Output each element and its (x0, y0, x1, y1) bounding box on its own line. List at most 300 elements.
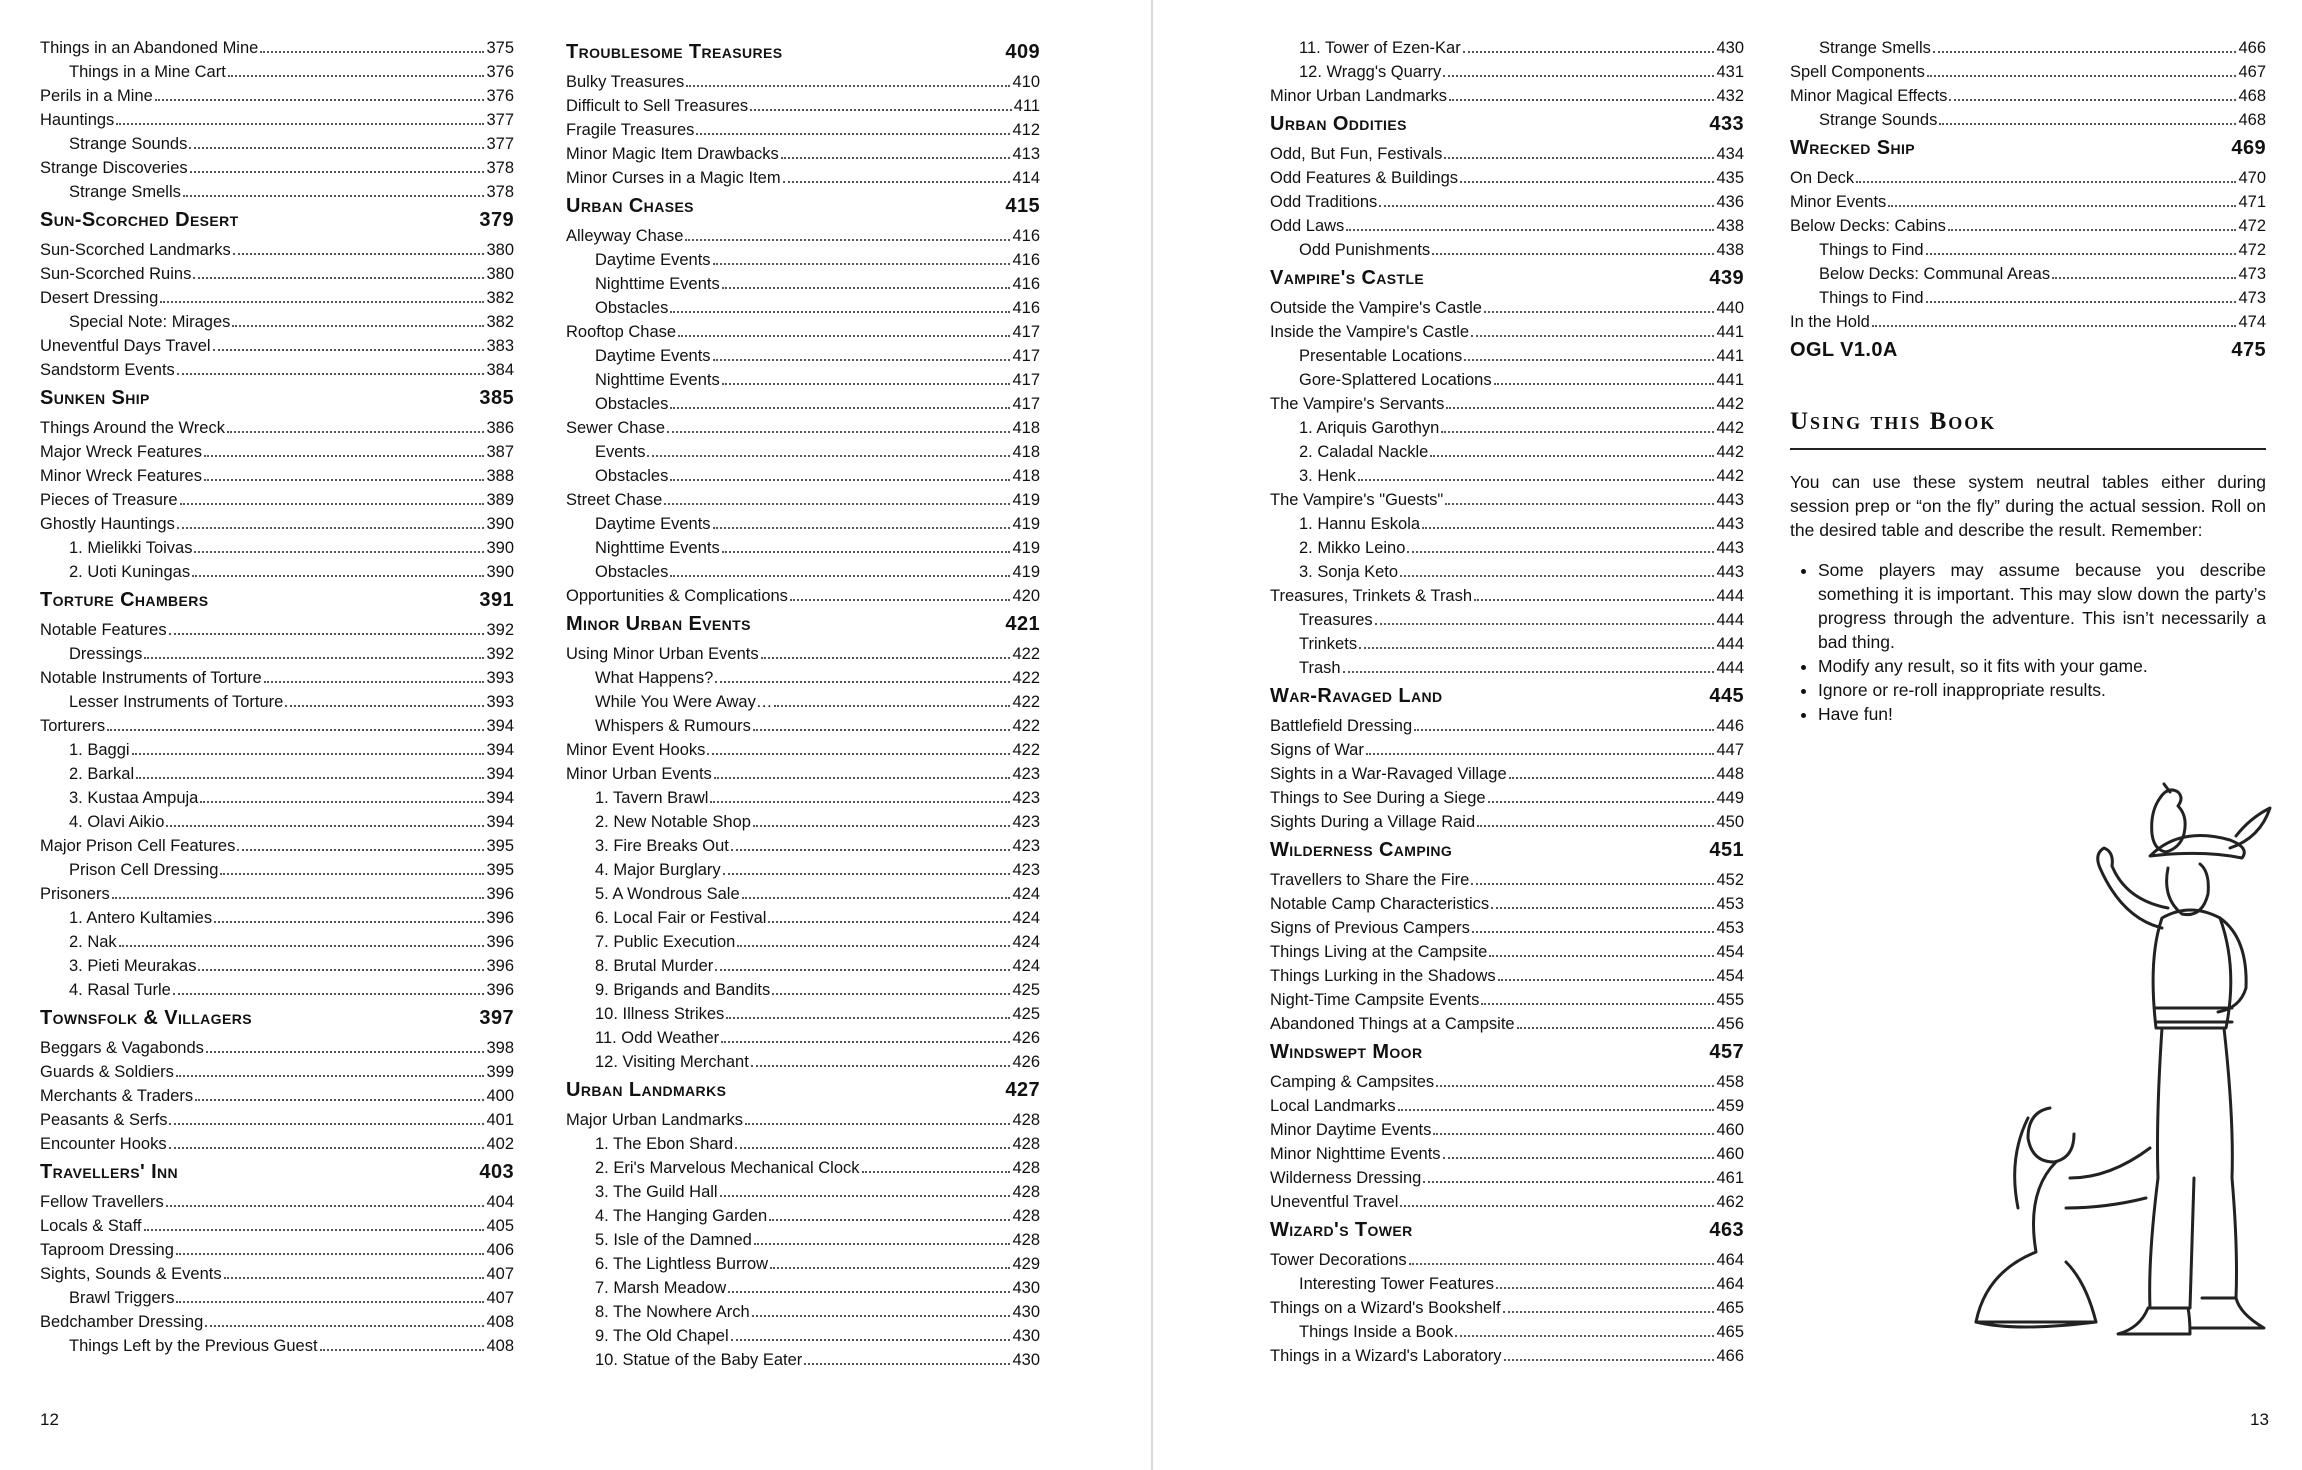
toc-subentry (1790, 238, 2266, 262)
dot-leader (227, 431, 485, 433)
entry-title: 11. Odd Weather (595, 1029, 720, 1047)
entry-page: 392 (486, 645, 514, 663)
dot-leader (177, 527, 485, 529)
entry-title: Things to Find (1819, 289, 1924, 307)
entry-title: 4. Major Burglary (595, 861, 721, 879)
dot-leader (264, 681, 485, 683)
toc-subentry (1270, 238, 1744, 262)
entry-page: 400 (486, 1087, 514, 1105)
dot-leader (1407, 551, 1714, 553)
dot-leader (119, 945, 485, 947)
entry-title: Beggars & Vagabonds (40, 1039, 204, 1057)
section-title: Wizard's Tower (1270, 1219, 1413, 1241)
entry-title: Uneventful Days Travel (40, 337, 211, 355)
entry-title: Brawl Triggers (69, 1289, 175, 1307)
dot-leader (722, 383, 1011, 385)
entry-page: 426 (1012, 1053, 1040, 1071)
toc-subentry (566, 954, 1040, 978)
toc-column-3 (1270, 36, 1744, 1368)
dot-leader (1948, 229, 2237, 231)
entry-page: 443 (1716, 563, 1744, 581)
entry-page: 419 (1012, 563, 1040, 581)
toc-subentry (566, 1180, 1040, 1204)
entry-page: 443 (1716, 539, 1744, 557)
dot-leader (1926, 253, 2237, 255)
toc-subentry (1790, 108, 2266, 132)
dot-leader (728, 1291, 1010, 1293)
entry-title: Minor Magical Effects (1790, 87, 1948, 105)
dot-leader (707, 753, 1010, 755)
toc-entry (566, 224, 1040, 248)
toc-subentry (566, 834, 1040, 858)
toc-subentry (566, 392, 1040, 416)
entry-page: 377 (486, 135, 514, 153)
toc-section-heading (1270, 837, 1744, 863)
entry-title: Things Left by the Previous Guest (69, 1337, 318, 1355)
entry-title: 2. Barkal (69, 765, 135, 783)
tip-item: • Ignore or re-roll inappropriate results. (1818, 678, 2266, 702)
toc-section-heading (566, 193, 1040, 219)
dot-leader (783, 181, 1011, 183)
toc-entry (40, 488, 514, 512)
entry-title: Odd Punishments (1299, 241, 1431, 259)
dot-leader (214, 921, 484, 923)
entry-title: Things in a Mine Cart (69, 63, 226, 81)
entry-title: Inside the Vampire's Castle (1270, 323, 1470, 341)
entry-page: 422 (1012, 693, 1040, 711)
entry-title: Outside the Vampire's Castle (1270, 299, 1482, 317)
section-page: 421 (1005, 613, 1040, 635)
entry-title: Street Chase (566, 491, 663, 509)
entry-page: 423 (1012, 861, 1040, 879)
entry-title: Fellow Travellers (40, 1193, 164, 1211)
entry-title: Strange Smells (1819, 39, 1931, 57)
dot-leader (723, 873, 1011, 875)
entry-title: Peasants & Serfs (40, 1111, 168, 1129)
toc-subentry (566, 560, 1040, 584)
toc-subentry (1270, 416, 1744, 440)
entry-page: 473 (2238, 289, 2266, 307)
entry-page: 419 (1012, 539, 1040, 557)
dot-leader (753, 825, 1011, 827)
toc-subentry (1270, 536, 1744, 560)
entry-page: 429 (1012, 1255, 1040, 1273)
tip-item: • Have fun! (1818, 702, 2266, 726)
section-body: You can use these system neutral tables either during session prep or “on the fly” during the actual session. Roll on the desired table and describe the result. Remember: (1790, 472, 2266, 540)
entry-title: Spell Components (1790, 63, 1925, 81)
toc-entry (40, 358, 514, 382)
dot-leader (1366, 753, 1715, 755)
entry-page: 424 (1012, 909, 1040, 927)
dot-leader (1481, 1003, 1714, 1005)
entry-title: Minor Magic Item Drawbacks (566, 145, 779, 163)
toc-section-heading (40, 385, 514, 411)
toc-subentry (1790, 36, 2266, 60)
entry-title: 8. Brutal Murder (595, 957, 714, 975)
toc-section-heading (40, 1159, 514, 1185)
entry-page: 380 (486, 265, 514, 283)
toc-subentry (566, 1228, 1040, 1252)
toc-subentry (566, 296, 1040, 320)
entry-title: Sights During a Village Raid (1270, 813, 1476, 831)
toc-entry (40, 666, 514, 690)
dot-leader (1464, 359, 1714, 361)
entry-page: 440 (1716, 299, 1744, 317)
entry-title: Locals & Staff (40, 1217, 142, 1235)
toc-entry (566, 738, 1040, 762)
dot-leader (752, 1315, 1011, 1317)
dot-leader (116, 123, 484, 125)
entry-page: 442 (1716, 443, 1744, 461)
toc-column-4 (1790, 36, 2266, 368)
toc-entry (40, 1214, 514, 1238)
dot-leader (198, 969, 484, 971)
dot-leader (686, 85, 1010, 87)
entry-page: 396 (486, 957, 514, 975)
entry-page: 416 (1012, 227, 1040, 245)
entry-title: 1. Hannu Eskola (1299, 515, 1421, 533)
dot-leader (320, 1349, 485, 1351)
entry-page: 465 (1716, 1323, 1744, 1341)
toc-subentry (1270, 344, 1744, 368)
toc-entry (40, 1310, 514, 1334)
entry-title: 2. Uoti Kuningas (69, 563, 191, 581)
dot-leader (710, 801, 1010, 803)
dot-leader (200, 801, 484, 803)
toc-subentry (40, 906, 514, 930)
dot-leader (685, 239, 1010, 241)
entry-title: Strange Sounds (69, 135, 188, 153)
section-title: Troublesome Treasures (566, 41, 783, 63)
section-page: 397 (479, 1007, 514, 1029)
entry-page: 450 (1716, 813, 1744, 831)
section-page: 385 (479, 387, 514, 409)
entry-title: Things in an Abandoned Mine (40, 39, 259, 57)
toc-entry (566, 118, 1040, 142)
toc-subentry (1270, 656, 1744, 680)
entry-page: 424 (1012, 933, 1040, 951)
tips-list (1790, 558, 2266, 726)
toc-subentry (40, 60, 514, 84)
entry-title: Major Urban Landmarks (566, 1111, 743, 1129)
toc-section-heading (566, 611, 1040, 637)
toc-entry (40, 286, 514, 310)
entry-page: 382 (486, 289, 514, 307)
entry-title: 12. Visiting Merchant (595, 1053, 749, 1071)
dot-leader (1488, 801, 1715, 803)
toc-entry (40, 1238, 514, 1262)
dot-leader (735, 1147, 1010, 1149)
entry-title: What Happens? (595, 669, 714, 687)
entry-title: Strange Discoveries (40, 159, 188, 177)
entry-page: 444 (1716, 587, 1744, 605)
entry-page: 396 (486, 885, 514, 903)
entry-title: Minor Nighttime Events (1270, 1145, 1441, 1163)
dot-leader (770, 1267, 1010, 1269)
dot-leader (1433, 1133, 1714, 1135)
dot-leader (1471, 335, 1714, 337)
entry-page: 455 (1716, 991, 1744, 1009)
entry-page: 398 (486, 1039, 514, 1057)
toc-subentry (40, 180, 514, 204)
toc-subentry (1270, 512, 1744, 536)
entry-title: The Vampire's "Guests" (1270, 491, 1444, 509)
entry-title: 7. Marsh Meadow (595, 1279, 727, 1297)
entry-page: 418 (1012, 443, 1040, 461)
entry-title: Perils in a Mine (40, 87, 153, 105)
entry-title: Minor Daytime Events (1270, 1121, 1432, 1139)
toc-entry (1270, 916, 1744, 940)
section-page: 415 (1005, 195, 1040, 217)
entry-title: Fragile Treasures (566, 121, 695, 139)
entry-page: 472 (2238, 241, 2266, 259)
entry-page: 431 (1716, 63, 1744, 81)
entry-title: Pieces of Treasure (40, 491, 178, 509)
entry-page: 468 (2238, 111, 2266, 129)
toc-subentry (40, 954, 514, 978)
toc-subentry (40, 536, 514, 560)
entry-page: 376 (486, 63, 514, 81)
dot-leader (751, 1065, 1011, 1067)
entry-title: Opportunities & Complications (566, 587, 788, 605)
toc-subentry (40, 642, 514, 666)
toc-subentry (40, 810, 514, 834)
entry-title: Wilderness Dressing (1270, 1169, 1422, 1187)
toc-section-heading (1270, 111, 1744, 137)
entry-page: 430 (1012, 1351, 1040, 1369)
entry-page: 441 (1716, 371, 1744, 389)
toc-subentry (1270, 36, 1744, 60)
entry-page: 390 (486, 515, 514, 533)
toc-subentry (1270, 608, 1744, 632)
toc-entry (566, 416, 1040, 440)
entry-title: Minor Urban Landmarks (1270, 87, 1447, 105)
entry-title: 5. A Wondrous Sale (595, 885, 740, 903)
toc-subentry (1270, 560, 1744, 584)
entry-page: 396 (486, 933, 514, 951)
dot-leader (1472, 931, 1715, 933)
dot-leader (1498, 979, 1715, 981)
toc-subentry (40, 1334, 514, 1358)
toc-subentry (566, 810, 1040, 834)
toc-entry (40, 1084, 514, 1108)
entry-page: 378 (486, 159, 514, 177)
entry-page: 414 (1012, 169, 1040, 187)
dot-leader (180, 503, 485, 505)
entry-title: Gore-Splattered Locations (1299, 371, 1492, 389)
dot-leader (1343, 671, 1715, 673)
entry-title: 5. Isle of the Damned (595, 1231, 752, 1249)
toc-subentry (40, 858, 514, 882)
toc-subentry (40, 978, 514, 1002)
dot-leader (1400, 575, 1714, 577)
dot-leader (1446, 407, 1714, 409)
entry-title: Signs of Previous Campers (1270, 919, 1470, 937)
entry-page: 399 (486, 1063, 514, 1081)
toc-entry (40, 1108, 514, 1132)
toc-subentry (566, 1026, 1040, 1050)
dot-leader (169, 1147, 485, 1149)
toc-entry (1270, 786, 1744, 810)
section-title: Sunken Ship (40, 387, 150, 409)
toc-entry (1270, 584, 1744, 608)
toc-subentry (566, 512, 1040, 536)
dot-leader (1359, 647, 1714, 649)
tip-item: • Modify any result, so it fits with your game. (1818, 654, 2266, 678)
entry-page: 465 (1716, 1299, 1744, 1317)
toc-entry (566, 584, 1040, 608)
entry-title: Trash (1299, 659, 1341, 677)
entry-title: Things in a Wizard's Laboratory (1270, 1347, 1502, 1365)
entry-page: 467 (2238, 63, 2266, 81)
entry-page: 422 (1012, 669, 1040, 687)
entry-title: Obstacles (595, 395, 669, 413)
toc-section-heading (40, 207, 514, 233)
toc-subentry (566, 978, 1040, 1002)
entry-page: 413 (1012, 145, 1040, 163)
toc-entry (1270, 940, 1744, 964)
entry-title: Below Decks: Cabins (1790, 217, 1946, 235)
entry-page: 438 (1716, 217, 1744, 235)
entry-title: Bedchamber Dressing (40, 1313, 204, 1331)
toc-subentry (1270, 1320, 1744, 1344)
entry-page: 423 (1012, 789, 1040, 807)
dot-leader (194, 551, 484, 553)
entry-title: Minor Curses in a Magic Item (566, 169, 781, 187)
toc-subentry (566, 368, 1040, 392)
entry-title: Whispers & Rumours (595, 717, 751, 735)
dot-leader (1927, 75, 2237, 77)
entry-page: 428 (1012, 1135, 1040, 1153)
toc-subentry (40, 1286, 514, 1310)
section-page: 391 (479, 589, 514, 611)
entry-title: 6. Local Fair or Festival (595, 909, 767, 927)
dot-leader (1445, 503, 1714, 505)
entry-title: Major Prison Cell Features (40, 837, 236, 855)
section-page: 433 (1709, 113, 1744, 135)
dot-leader (715, 969, 1010, 971)
entry-title: 3. Pieti Meurakas (69, 957, 197, 975)
entry-title: 3. Fire Breaks Out (595, 837, 729, 855)
entry-page: 375 (486, 39, 514, 57)
entry-page: 430 (1012, 1303, 1040, 1321)
entry-page: 447 (1716, 741, 1744, 759)
toc-subentry (566, 882, 1040, 906)
entry-title: Interesting Tower Features (1299, 1275, 1495, 1293)
entry-page: 454 (1716, 943, 1744, 961)
dot-leader (1517, 1027, 1715, 1029)
dot-leader (804, 1363, 1010, 1365)
entry-title: Lesser Instruments of Torture (69, 693, 284, 711)
entry-page: 448 (1716, 765, 1744, 783)
entry-title: 3. Sonja Keto (1299, 563, 1399, 581)
toc-subentry (1270, 632, 1744, 656)
section-title: Torture Chambers (40, 589, 209, 611)
dot-leader (768, 921, 1010, 923)
dot-leader (213, 349, 485, 351)
dot-leader (1432, 253, 1714, 255)
toc-entry (1270, 190, 1744, 214)
toc-subentry (566, 1050, 1040, 1074)
dot-leader (722, 551, 1011, 553)
entry-page: 428 (1012, 1183, 1040, 1201)
entry-title: Sewer Chase (566, 419, 666, 437)
entry-page: 428 (1012, 1111, 1040, 1129)
dot-leader (183, 195, 485, 197)
entry-title: Major Wreck Features (40, 443, 202, 461)
dot-leader (1939, 123, 2236, 125)
dot-leader (107, 729, 484, 731)
toc-entry (40, 1036, 514, 1060)
section-title: Sun-Scorched Desert (40, 209, 239, 231)
entry-title: 3. Henk (1299, 467, 1356, 485)
toc-subentry (566, 690, 1040, 714)
tip-item: • Some players may assume because you describe something it is important. This may slow down the party’s progress through the adventure. This isn’t necessarily a bad thing. (1818, 558, 2266, 654)
toc-entry (40, 108, 514, 132)
toc-entry (1790, 84, 2266, 108)
entry-page: 390 (486, 539, 514, 557)
toc-entry (1270, 296, 1744, 320)
dot-leader (1436, 1085, 1714, 1087)
entry-page: 466 (2238, 39, 2266, 57)
dot-leader (176, 1301, 484, 1303)
section-title: Wrecked Ship (1790, 137, 1916, 159)
section-title: Urban Oddities (1270, 113, 1407, 135)
entry-title: Encounter Hooks (40, 1135, 167, 1153)
entry-title: Presentable Locations (1299, 347, 1463, 365)
entry-page: 422 (1012, 645, 1040, 663)
toc-entry (40, 1262, 514, 1286)
toc-subentry (40, 762, 514, 786)
entry-title: 10. Statue of the Baby Eater (595, 1351, 803, 1369)
entry-title: Things Lurking in the Shadows (1270, 967, 1496, 985)
entry-title: 12. Wragg's Quarry (1299, 63, 1442, 81)
toc-subentry (566, 906, 1040, 930)
toc-subentry (1270, 60, 1744, 84)
section-title: Townsfolk & Villagers (40, 1007, 252, 1029)
entry-title: Sights, Sounds & Events (40, 1265, 222, 1283)
dot-leader (769, 1219, 1010, 1221)
entry-page: 387 (486, 443, 514, 461)
dot-leader (726, 1017, 1010, 1019)
entry-title: Minor Urban Events (566, 765, 712, 783)
entry-page: 458 (1716, 1073, 1744, 1091)
dot-leader (260, 51, 484, 53)
dot-leader (1474, 599, 1714, 601)
entry-page: 471 (2238, 193, 2266, 211)
entry-page: 446 (1716, 717, 1744, 735)
dot-leader (1358, 479, 1715, 481)
entry-title: Sun-Scorched Landmarks (40, 241, 231, 259)
entry-page: 394 (486, 717, 514, 735)
pirate-couple-illustration (1900, 778, 2280, 1378)
dot-leader (233, 253, 485, 255)
toc-entry (1790, 310, 2266, 334)
entry-title: 10. Illness Strikes (595, 1005, 725, 1023)
toc-entry (1270, 1190, 1744, 1214)
dot-leader (790, 599, 1011, 601)
entry-title: Prison Cell Dressing (69, 861, 219, 879)
entry-title: 11. Tower of Ezen-Kar (1299, 39, 1461, 57)
section-title: Vampire's Castle (1270, 267, 1425, 289)
toc-entry (1270, 868, 1744, 892)
dot-leader (136, 777, 484, 779)
entry-page: 393 (486, 693, 514, 711)
entry-title: 2. Mikko Leino (1299, 539, 1406, 557)
toc-entry (1270, 738, 1744, 762)
dot-leader (1489, 955, 1714, 957)
entry-title: Nighttime Events (595, 371, 720, 389)
